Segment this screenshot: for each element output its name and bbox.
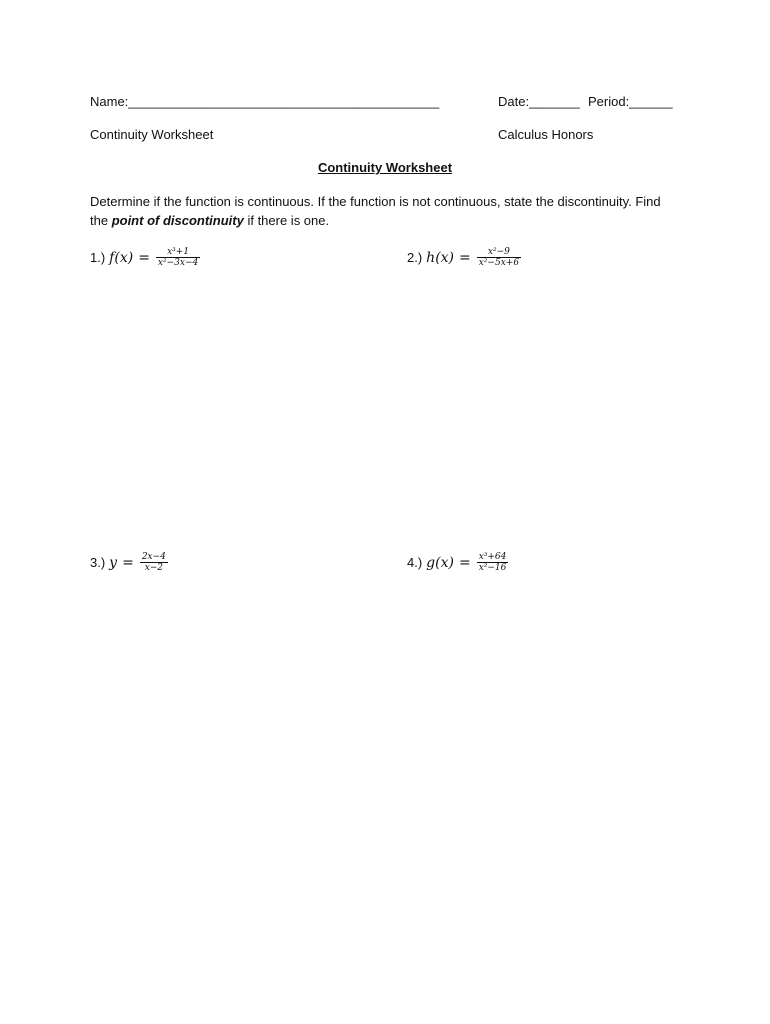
problem-4 xyxy=(407,552,508,573)
instructions xyxy=(90,192,680,230)
function-name: h(x) xyxy=(426,249,455,266)
fraction xyxy=(477,552,509,573)
date-field-label: Date:_______ xyxy=(498,94,580,109)
fraction xyxy=(140,552,168,573)
numerator: x³+1 xyxy=(167,247,190,257)
page-title: Continuity Worksheet xyxy=(317,160,453,175)
problem-3 xyxy=(90,552,168,573)
problem-number: 4.) xyxy=(407,555,423,570)
course-name: Calculus Honors xyxy=(498,127,594,142)
worksheet-subtitle: Continuity Worksheet xyxy=(90,127,214,142)
numerator: x²−9 xyxy=(487,247,510,257)
function-name: g(x) xyxy=(426,554,454,571)
problem-2 xyxy=(407,247,521,268)
problem-1 xyxy=(90,247,200,268)
instructions-text-2: if there is one. xyxy=(243,213,330,228)
equals-sign: = xyxy=(122,554,134,571)
period-field-label: Period:______ xyxy=(588,94,673,109)
equals-sign: = xyxy=(458,554,471,571)
numerator: 2x−4 xyxy=(141,552,166,562)
problem-number: 1.) xyxy=(90,250,106,265)
denominator: x²−16 xyxy=(478,563,507,573)
denominator: x−2 xyxy=(144,563,164,573)
function-name: f(x) xyxy=(109,249,134,266)
fraction xyxy=(156,247,200,268)
denominator: x²−5x+6 xyxy=(478,258,520,268)
fraction xyxy=(477,247,521,268)
name-field-label: Name:___________________________________________ xyxy=(90,94,440,109)
problem-number: 2.) xyxy=(407,250,423,265)
instructions-text-1: Determine if the function is continuous. If the function is not continuous, state the discontinuity. Find the xyxy=(90,194,661,228)
problem-number: 3.) xyxy=(90,555,106,570)
denominator: x²−3x−4 xyxy=(157,258,199,268)
instructions-emphasis: point of discontinuity xyxy=(111,213,244,228)
function-name: y xyxy=(109,554,118,571)
equals-sign: = xyxy=(138,249,150,266)
numerator: x³+64 xyxy=(478,552,507,562)
equals-sign: = xyxy=(459,249,471,266)
